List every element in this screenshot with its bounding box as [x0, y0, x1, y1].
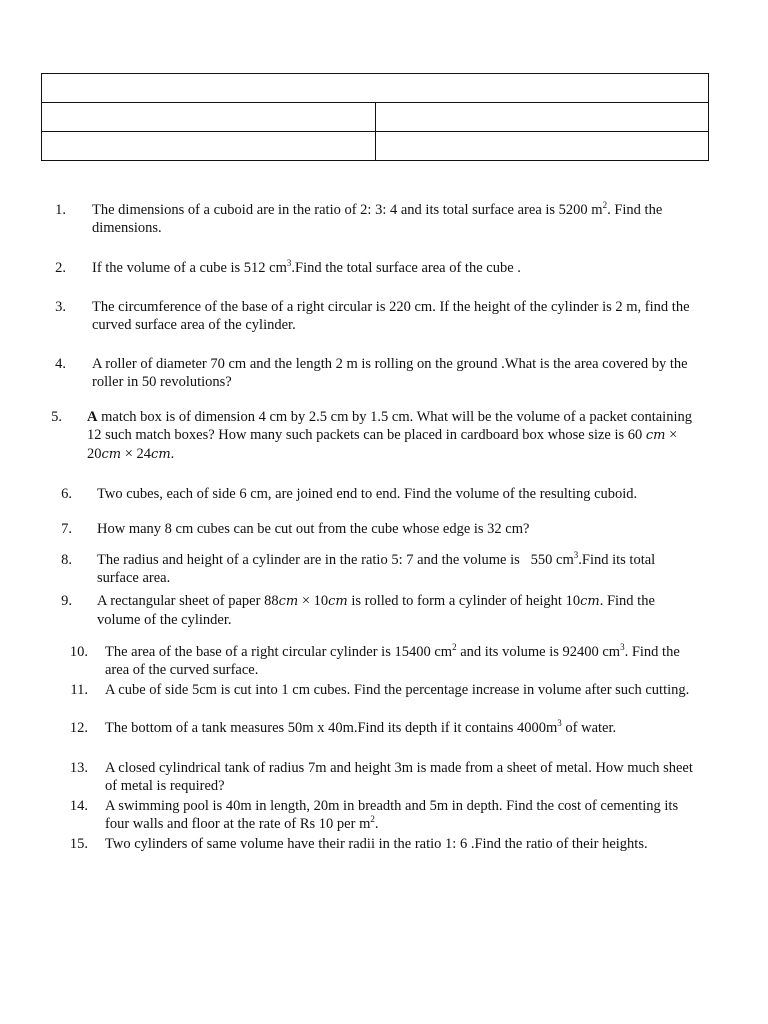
question-text: The bottom of a tank measures 50m x 40m.Find its depth if it contains $4000m^3$ of water. — [105, 718, 617, 736]
question-number: 4. — [55, 356, 66, 372]
header-cell-left — [42, 132, 376, 161]
question-text: A roller of diameter 70 cm and the length 2 m is rolling on the ground .What is the area covered by the roller in 50 revolutions? — [92, 356, 688, 390]
question-number: 9. — [61, 593, 72, 609]
question-text: A rectangular sheet of paper 88cm × 10cm is rolled to form a cylinder of height 10cm. Find the volume of the cylinder. — [97, 593, 655, 628]
header-cell-full — [42, 74, 709, 103]
question-number: 7. — [61, 521, 72, 537]
question-text: A swimming pool is 40m in length, 20m in breadth and 5m in depth. Find the cost of cementing its four walls and floor at the rate of Rs 10 per $m^2$. — [105, 798, 679, 832]
question-number: 6. — [61, 486, 72, 502]
question-text: A match box is of dimension 4 cm by 2.5 cm by 1.5 cm. What will be the volume of a packet containing 12 such match boxes? How many such packets can be placed in cardboard box whose size is 60 cm × 20cm × 24cm. — [87, 409, 692, 462]
question-text: The dimensions of a cuboid are in the ratio of 2: 3: 4 and its total surface area is 5200 $m^2$. Find the dimensions. — [92, 200, 663, 236]
question-text: Two cubes, each of side 6 cm, are joined end to end. Find the volume of the resulting cuboid. — [97, 486, 638, 502]
header-table — [41, 73, 709, 161]
question-number: 2. — [55, 260, 66, 276]
question-text: The circumference of the base of a right circular is 220 cm. If the height of the cylinder is 2 m, find the curved surface area of the cylinder. — [92, 299, 690, 333]
header-cell-right — [375, 103, 709, 132]
question-text: The area of the base of a right circular cylinder is 15400 $cm^2$ and its volume is 92400 $cm^3$. Find the area of the curved surface. — [105, 642, 680, 678]
question-number: 15. — [69, 836, 88, 852]
question-text: The radius and height of a cylinder are in the ratio 5: 7 and the volume is 550 $cm^3.Find$ its total surface area. — [97, 550, 656, 586]
question-text: How many 8 cm cubes can be cut out from the cube whose edge is 32 cm? — [97, 521, 530, 537]
header-row-2 — [42, 103, 709, 132]
question-number: 12. — [69, 720, 88, 736]
question-text: A closed cylindrical tank of radius 7m and height 3m is made from a sheet of metal. How much sheet of metal is required? — [105, 760, 693, 794]
header-row-1 — [42, 74, 709, 103]
question-text: Two cylinders of same volume have their radii in the ratio 1: 6 .Find the ratio of their heights. — [105, 836, 648, 852]
question-number: 10. — [69, 644, 88, 660]
header-row-3 — [42, 132, 709, 161]
question-text: If the volume of a cube is 512 $cm^3.Find$ the total surface area of the cube . — [92, 258, 521, 276]
question-number: 5. — [51, 409, 62, 425]
question-number: 11. — [70, 682, 88, 698]
question-number: 1. — [55, 202, 66, 218]
question-text: A cube of side 5cm is cut into 1 cm cubes. Find the percentage increase in volume after such cutting. — [105, 682, 690, 698]
question-number: 13. — [69, 760, 88, 776]
question-number: 3. — [55, 299, 66, 315]
header-cell-left — [42, 103, 376, 132]
question-number: 8. — [61, 552, 72, 568]
header-cell-right — [375, 132, 709, 161]
question-number: 14. — [69, 798, 88, 814]
